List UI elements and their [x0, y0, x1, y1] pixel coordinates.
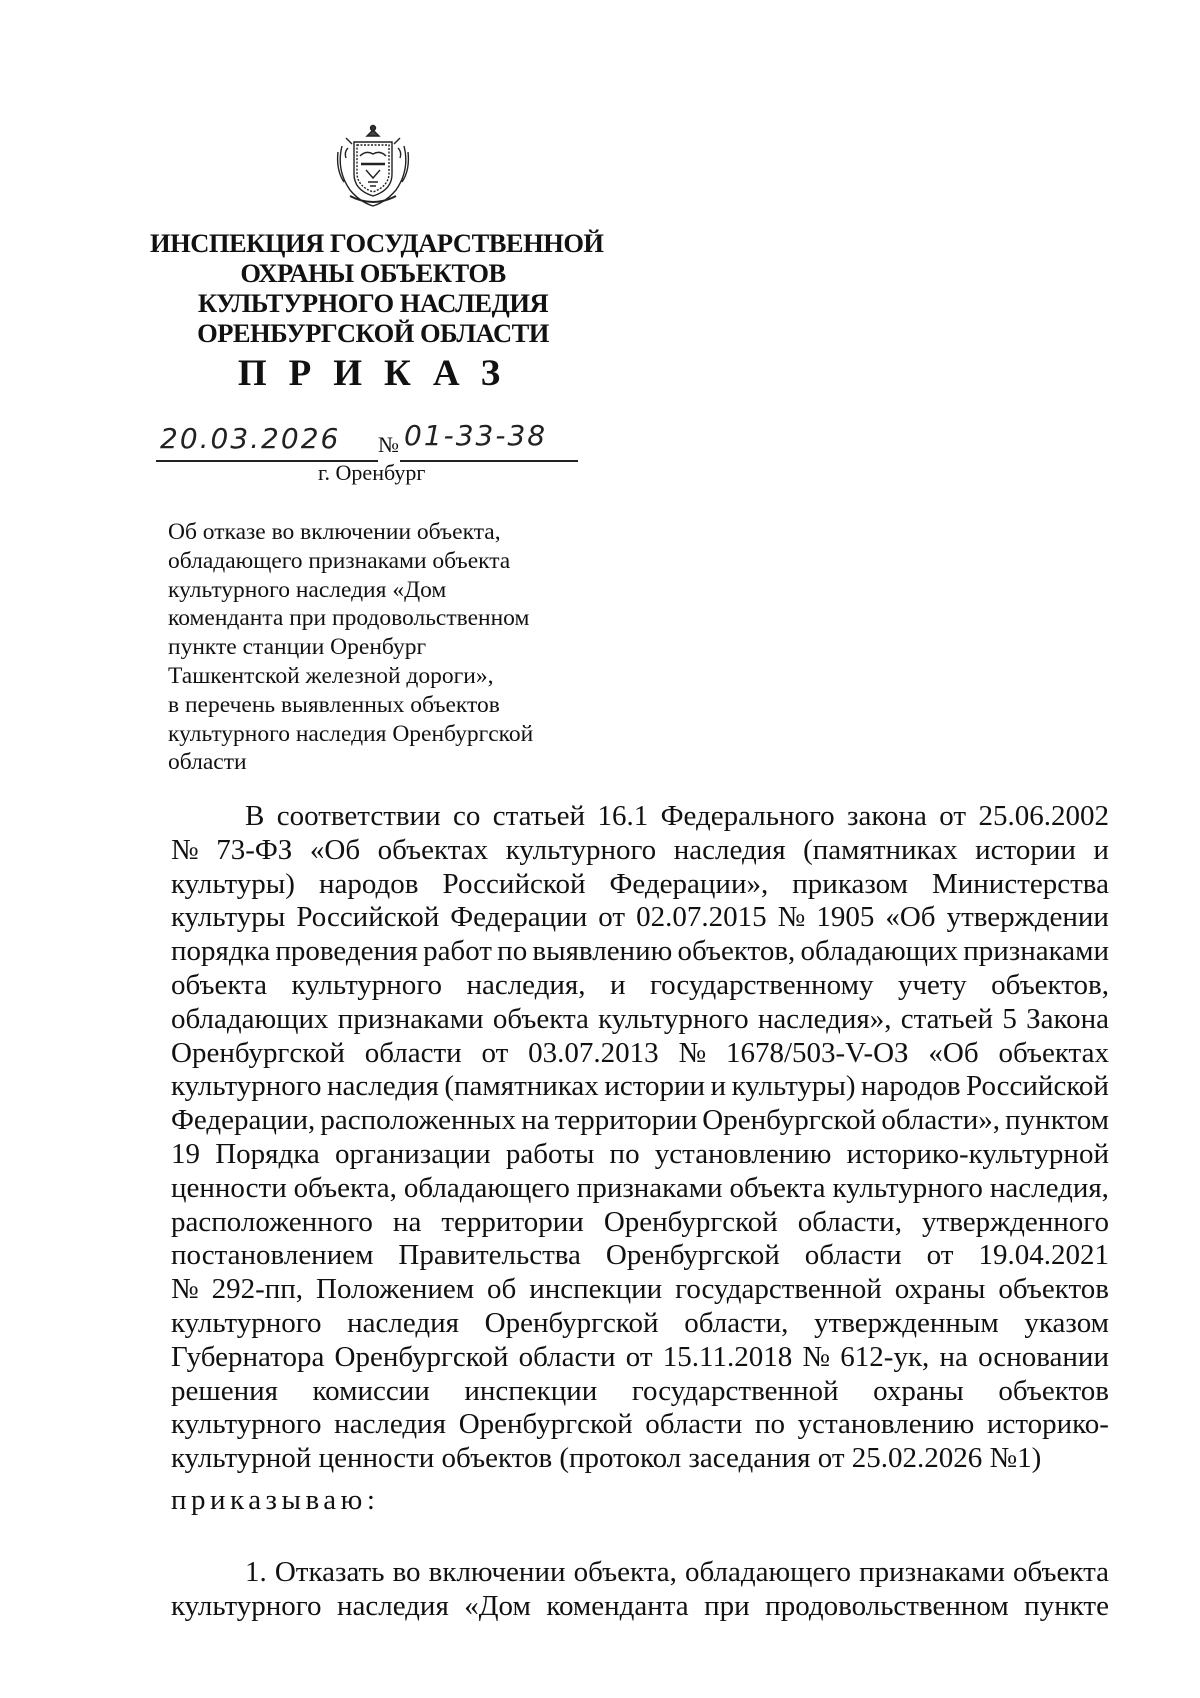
paragraph-line: культурной ценности объектов (протокол заседания от 25.02.2026 №1)	[171, 1442, 1042, 1475]
org-line: КУЛЬТУРНОГО НАСЛЕДИЯ	[197, 288, 549, 318]
paragraph-line: Оренбургской области от 03.07.2013 № 1678/503-V-ОЗ «Об объектах	[171, 1036, 1109, 1069]
subject-line: области	[168, 749, 247, 776]
number-underline	[400, 460, 578, 462]
subject-line: культурного наследия «Дом	[168, 576, 447, 603]
paragraph-line: порядка проведения работ по выявлению объектов, обладающих признаками	[171, 935, 1109, 968]
coat-of-arms-icon	[328, 122, 418, 212]
decree-word: приказываю:	[171, 1484, 380, 1516]
paragraph-line: культурного наследия Оренбургской области, утвержденным указом	[171, 1306, 1109, 1339]
paragraph-line: 1. Отказать во включении объекта, обладающего признаками объекта	[245, 1556, 1109, 1588]
org-line: ОРЕНБУРГСКОЙ ОБЛАСТИ	[197, 318, 549, 348]
paragraph-line: В соответствии со статьей 16.1 Федерального закона от 25.06.2002	[245, 800, 1109, 832]
document-type-title: ПРИКАЗ	[237, 353, 523, 394]
subject-line: обладающего признаками объекта	[168, 547, 511, 574]
paragraph-line: № 292-пп, Положением об инспекции государственной охраны объектов	[171, 1273, 1109, 1306]
paragraph-line: Федерации, расположенных на территории Оренбургской области», пунктом	[171, 1104, 1109, 1137]
preamble-paragraph	[171, 800, 1109, 1476]
paragraph-line: культурного наследия «Дом коменданта при продовольственном пункте	[171, 1589, 1109, 1622]
subject-line: пункте станции Оренбург	[168, 634, 427, 661]
subject-line: культурного наследия Оренбургской	[168, 720, 534, 747]
organization-name	[150, 228, 604, 348]
paragraph-line: № 73-ФЗ «Об объектах культурного наследия (памятниках истории и	[171, 833, 1109, 866]
subject-line: Ташкентской железной дороги»,	[168, 662, 494, 689]
document-subject	[168, 518, 598, 777]
paragraph-line: 19 Порядка организации работы по установлению историко-культурной	[171, 1137, 1109, 1170]
org-line: ОХРАНЫ ОБЪЕКТОВ	[240, 258, 506, 288]
paragraph-line: решения комиссии инспекции государственной охраны объектов	[171, 1374, 1109, 1407]
paragraph-line: объекта культурного наследия, и государственному учету объектов,	[171, 968, 1109, 1001]
paragraph-line: культурного наследия (памятниках истории и культуры) народов Российской	[171, 1070, 1109, 1103]
item-1-paragraph	[171, 1556, 1109, 1624]
paragraph-line: культуры) народов Российской Федерации», приказом Министерства	[171, 867, 1109, 900]
document-date-handwritten: 20.03.2026	[160, 422, 341, 455]
subject-line: в перечень выявленных объектов	[168, 691, 500, 718]
paragraph-line: расположенного на территории Оренбургской области, утвержденного	[171, 1205, 1109, 1238]
org-line: ИНСПЕКЦИЯ ГОСУДАРСТВЕННОЙ	[150, 228, 604, 258]
paragraph-line: постановлением Правительства Оренбургской области от 19.04.2021	[171, 1239, 1109, 1272]
paragraph-line: ценности объекта, обладающего признаками объекта культурного наследия,	[171, 1171, 1109, 1204]
document-number-handwritten: 01-33-38	[404, 419, 548, 452]
paragraph-line: Губернатора Оренбургской области от 15.11.2018 № 612-ук, на основании	[171, 1340, 1109, 1373]
paragraph-line: культурного наследия Оренбургской области по установлению историко-	[171, 1408, 1109, 1441]
number-sign: №	[378, 432, 399, 457]
paragraph-line: обладающих признаками объекта культурного наследия», статьей 5 Закона	[171, 1002, 1109, 1035]
subject-line: Об отказе во включении объекта,	[168, 519, 501, 545]
document-city: г. Оренбург	[318, 460, 426, 485]
subject-line: коменданта при продовольственном	[168, 605, 530, 632]
paragraph-line: культуры Российской Федерации от 02.07.2015 № 1905 «Об утверждении	[171, 901, 1109, 934]
